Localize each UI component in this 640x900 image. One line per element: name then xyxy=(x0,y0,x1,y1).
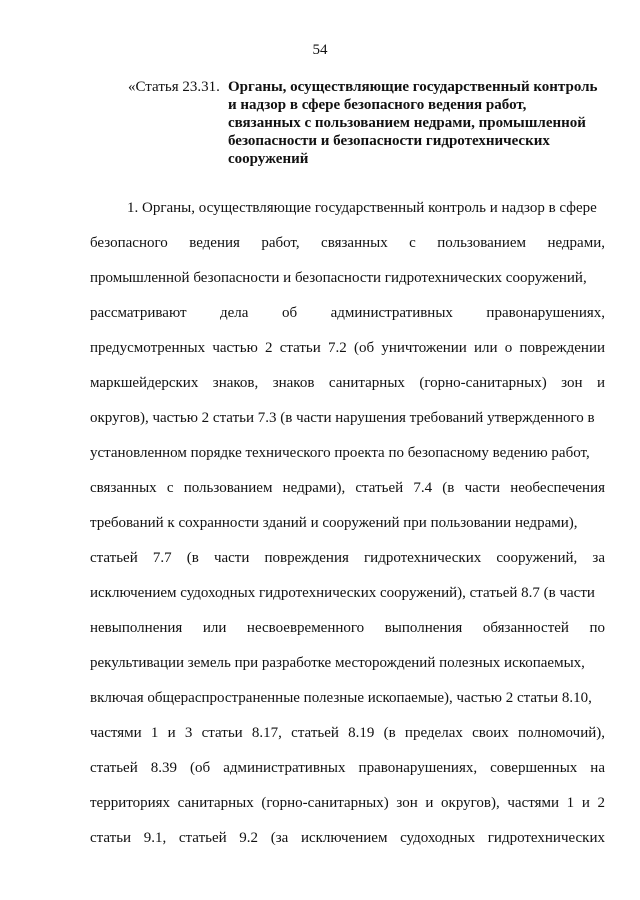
paragraph-line: связанных с пользованием недрами), статьей 7.4 (в части необеспечения xyxy=(90,480,605,496)
article-title-line: сооружений xyxy=(228,151,309,167)
paragraph-line: статьи 9.1, статьей 9.2 (за исключением судоходных гидротехнических xyxy=(90,830,605,846)
paragraph-line: исключением судоходных гидротехнических сооружений), статьей 8.7 (в части xyxy=(90,585,595,601)
paragraph-line: предусмотренных частью 2 статьи 7.2 (об уничтожении или о повреждении xyxy=(90,340,605,356)
article-title-line: безопасности и безопасности гидротехнических xyxy=(228,133,550,149)
paragraph-line: безопасного ведения работ, связанных с пользованием недрами, xyxy=(90,235,605,251)
article-title-line: Органы, осуществляющие государственный контроль xyxy=(228,79,598,95)
paragraph-line: требований к сохранности зданий и сооружений при пользовании недрами), xyxy=(90,515,578,531)
paragraph-line: включая общераспространенные полезные ископаемые), частью 2 статьи 8.10, xyxy=(90,690,592,706)
article-title-line: связанных с пользованием недрами, промышленной xyxy=(228,115,586,131)
article-title-line: и надзор в сфере безопасного ведения работ, xyxy=(228,97,527,113)
body-paragraph xyxy=(90,196,605,861)
paragraph-line: статьей 7.7 (в части повреждения гидротехнических сооружений, за xyxy=(90,550,605,566)
article-title xyxy=(228,78,608,168)
paragraph-line: территориях санитарных (горно-санитарных) зон и округов), частями 1 и 2 xyxy=(90,795,605,811)
paragraph-line: округов), частью 2 статьи 7.3 (в части нарушения требований утвержденного в xyxy=(90,410,595,426)
paragraph-line: установленном порядке технического проекта по безопасному ведению работ, xyxy=(90,445,590,461)
paragraph-line: невыполнения или несвоевременного выполнения обязанностей по xyxy=(90,620,605,636)
article-prefix: «Статья 23.31. xyxy=(128,79,220,95)
page-number: 54 xyxy=(312,42,328,58)
paragraph-line: статьей 8.39 (об административных правонарушениях, совершенных на xyxy=(90,760,605,776)
paragraph-line: промышленной безопасности и безопасности гидротехнических сооружений, xyxy=(90,270,587,286)
paragraph-line: маркшейдерских знаков, знаков санитарных (горно-санитарных) зон и xyxy=(90,375,605,391)
paragraph-line: 1. Органы, осуществляющие государственный контроль и надзор в сфере xyxy=(127,200,597,216)
paragraph-line: рассматривают дела об административных правонарушениях, xyxy=(90,305,605,321)
paragraph-line: частями 1 и 3 статьи 8.17, статьей 8.19 (в пределах своих полномочий), xyxy=(90,725,605,741)
paragraph-line: рекультивации земель при разработке месторождений полезных ископаемых, xyxy=(90,655,585,671)
